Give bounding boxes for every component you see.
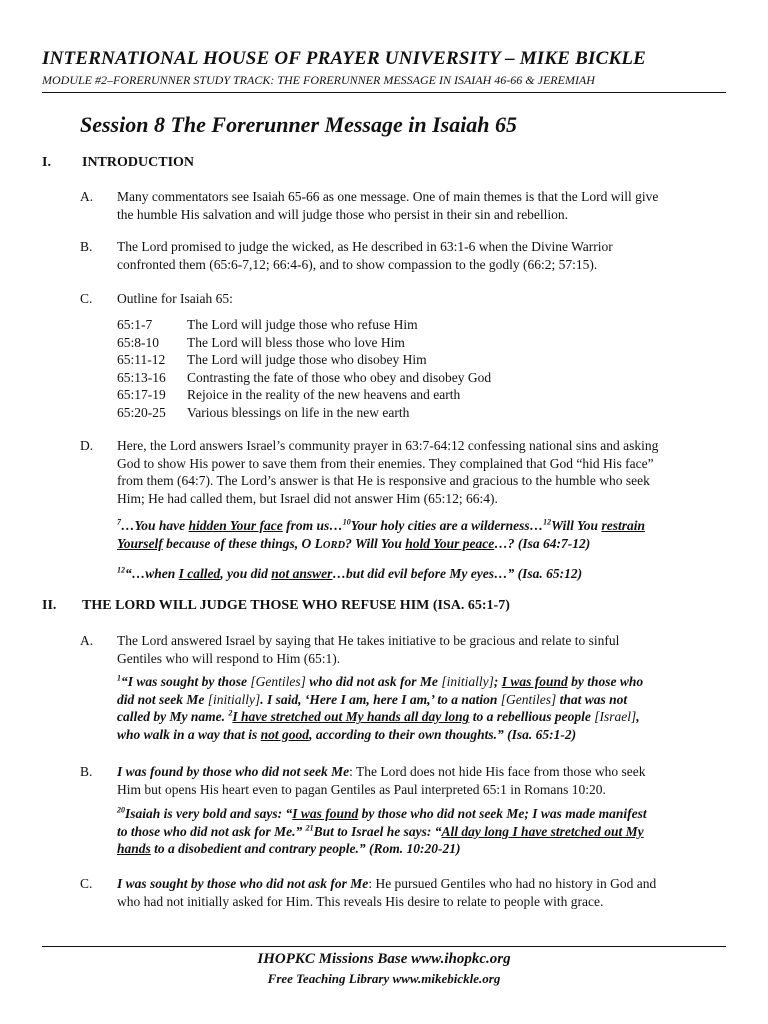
- section-heading-intro: [42, 155, 194, 171]
- paragraph-line: Him but opens His heart even to pagan Gentiles as Paul interpreted 65:1 in Romans 10:20.: [117, 781, 606, 797]
- quote-line: [117, 565, 737, 583]
- section-title: THE LORD WILL JUDGE THOSE WHO REFUSE HIM (ISA. 65:1-7): [82, 598, 510, 613]
- outline-text: The Lord will judge those who disobey Him: [187, 352, 427, 368]
- verse-number: 21: [305, 823, 314, 833]
- section-heading-judge: [42, 598, 510, 614]
- quote-bracket: [initially]: [441, 674, 494, 689]
- quote-line: [117, 726, 737, 744]
- quote-text: , according to their own thoughts.” (Isa. 65:1-2): [309, 726, 577, 742]
- section2-point-a: [80, 632, 730, 667]
- quote-line: [117, 840, 737, 858]
- quote-underline: I called: [178, 566, 221, 581]
- header-divider: [42, 92, 726, 93]
- outline-ref: 65:8-10: [117, 334, 159, 350]
- quote-text: “I was sought by those: [121, 674, 251, 689]
- paragraph-line: The Lord promised to judge the wicked, as He described in 63:1-6 when the Divine Warrior: [117, 239, 613, 254]
- quote-bracket: [Israel]: [594, 709, 637, 725]
- outline-text: The Lord will bless those who love Him: [187, 334, 405, 350]
- quote-bracket: [Gentiles]: [250, 674, 306, 689]
- quote-text: to those who did not ask for Me.”: [117, 823, 306, 839]
- quote-underline: I have stretched out My hands all day long: [232, 709, 470, 725]
- point-label: A.: [80, 633, 94, 648]
- quote-line: [117, 517, 737, 535]
- quote-text: ,: [636, 709, 640, 725]
- point-label: B.: [80, 239, 93, 254]
- quote-text: …You have: [121, 518, 189, 533]
- paragraph-text: : He pursued Gentiles who had no history in God and: [368, 876, 657, 891]
- quote-underline: I was found: [501, 674, 568, 689]
- verse-number: 10: [342, 517, 351, 527]
- quote-text: ;: [493, 674, 502, 689]
- quote-underline: hold Your peace: [405, 535, 495, 551]
- quote-text: to a disobedient and contrary people.” (Rom. 10:20-21): [150, 841, 461, 857]
- verse-number: 12: [543, 517, 552, 527]
- paragraph-line: The Lord answered Israel by saying that He takes initiative to be gracious and relate to sinful: [117, 633, 620, 648]
- quote-underline: hands: [117, 841, 151, 857]
- quote-text: called by My name.: [117, 709, 229, 725]
- paragraph-line: who had not initially asked for Him. This reveals His desire to relate to people with grace.: [117, 893, 604, 909]
- section-number: I.: [42, 155, 51, 170]
- paragraph-line: from them (64:7). The Lord’s answer is that He is responsive and gracious to the humble who seek: [117, 473, 650, 489]
- quote-text: to a rebellious people: [469, 709, 595, 725]
- quote-underline: hidden Your face: [188, 518, 283, 533]
- verse-number: 7: [117, 517, 121, 527]
- quote-text: Isaiah is very bold and says: “: [125, 806, 293, 821]
- verse-number: 20: [117, 805, 125, 815]
- verse-number: 1: [117, 673, 121, 683]
- quote-line: [117, 691, 737, 709]
- quote-text: did not seek Me: [117, 691, 208, 707]
- outline-ref: 65:13-16: [117, 369, 166, 385]
- outline-text: The Lord will judge those who refuse Him: [187, 317, 418, 332]
- outline-row: [117, 369, 491, 387]
- quote-underline: I was found: [292, 806, 359, 821]
- document-header-subtitle: MODULE #2–FORERUNNER STUDY TRACK: THE FORERUNNER MESSAGE IN ISAIAH 46-66 & JEREMIAH: [42, 73, 595, 87]
- quote-smallcaps: ORD: [322, 539, 346, 551]
- paragraph-text: : The Lord does not hide His face from those who seek: [349, 764, 646, 779]
- quote-text: who did not ask for Me: [305, 674, 442, 689]
- quote-underline: not answer: [271, 566, 333, 581]
- outline-row: [117, 351, 491, 369]
- lead-phrase: I was sought by those who did not ask for Me: [117, 876, 369, 891]
- quote-bracket: [initially]: [207, 691, 261, 707]
- document-header-title: INTERNATIONAL HOUSE OF PRAYER UNIVERSITY – MIKE BICKLE: [42, 48, 646, 69]
- section2-point-c: [80, 875, 730, 910]
- intro-point-b: [80, 238, 730, 273]
- paragraph-line: Outline for Isaiah 65:: [117, 291, 233, 306]
- outline-row: [117, 316, 491, 334]
- scripture-quote-isa-65-12: [117, 565, 737, 583]
- quote-line: [117, 708, 737, 726]
- paragraph-line: God to show His power to save them from their enemies. They complained that God “hid His face”: [117, 455, 654, 471]
- scripture-quote-rom-10: [117, 805, 737, 858]
- outline-row: [117, 334, 491, 352]
- outline-row: [117, 386, 491, 404]
- quote-line: [117, 673, 737, 691]
- session-title: Session 8 The Forerunner Message in Isaiah 65: [80, 112, 518, 137]
- quote-text: , you did: [220, 566, 272, 581]
- section-number: II.: [42, 598, 57, 613]
- quote-bracket: [Gentiles]: [500, 691, 557, 707]
- quote-text: ? Will You: [345, 535, 406, 551]
- quote-underline: All day long I have stretched out My: [441, 823, 644, 839]
- section2-point-b: [80, 763, 730, 798]
- quote-text: Will You: [551, 518, 602, 533]
- quote-line: [117, 805, 737, 823]
- quote-line: [117, 823, 737, 841]
- quote-text: But to Israel he says: “: [313, 823, 442, 839]
- outline-ref: 65:11-12: [117, 352, 166, 368]
- quote-text: …but did evil before My eyes…” (Isa. 65:12): [332, 566, 583, 581]
- point-label: C.: [80, 876, 93, 891]
- scripture-quote-isa-65-1-2: [117, 673, 737, 743]
- section-title: INTRODUCTION: [82, 155, 195, 170]
- quote-text: because of these things, O L: [162, 535, 323, 551]
- quote-text: “…when: [125, 566, 179, 581]
- quote-text: that was not: [556, 691, 628, 707]
- verse-number: 2: [228, 708, 233, 718]
- outline-ref: 65:1-7: [117, 317, 153, 332]
- isaiah-65-outline: [117, 316, 491, 422]
- outline-row: [117, 404, 491, 422]
- paragraph-line: Him; He had called them, but Israel did not answer Him (65:12; 66:4).: [117, 490, 498, 506]
- outline-ref: 65:17-19: [117, 387, 166, 403]
- paragraph-line: [117, 763, 730, 781]
- quote-underline: not good: [260, 726, 310, 742]
- footer-line-1: IHOPKC Missions Base www.ihopkc.org: [257, 951, 511, 967]
- quote-line: [117, 535, 737, 555]
- quote-text: Your holy cities are a wilderness…: [350, 518, 544, 533]
- paragraph-line: Many commentators see Isaiah 65-66 as one message. One of main themes is that the Lord will give: [117, 189, 659, 204]
- paragraph-line: confronted them (65:6-7,12; 66:4-6), and to show compassion to the godly (66:2; 57:15).: [117, 256, 598, 272]
- paragraph-line: [117, 875, 730, 893]
- point-label: C.: [80, 291, 93, 306]
- quote-underline: restrain: [601, 518, 645, 533]
- quote-text: by those who: [567, 674, 644, 689]
- paragraph-line: Gentiles who will respond to Him (65:1).: [117, 650, 341, 666]
- quote-text: who walk in a way that is: [117, 726, 261, 742]
- point-label: B.: [80, 764, 93, 779]
- quote-underline: Yourself: [117, 535, 163, 551]
- quote-text: …? (Isa 64:7-12): [494, 535, 591, 551]
- lead-phrase: I was found by those who did not seek Me: [117, 764, 350, 779]
- intro-point-d: [80, 437, 730, 507]
- intro-point-c: [80, 290, 730, 308]
- outline-text: Various blessings on life in the new earth: [187, 404, 410, 420]
- paragraph-line: the humble His salvation and will judge those who persist in their sin and rebellion.: [117, 206, 569, 222]
- footer-divider: [42, 946, 726, 947]
- outline-ref: 65:20-25: [117, 404, 166, 420]
- footer-line-2: Free Teaching Library www.mikebickle.org: [267, 971, 501, 986]
- paragraph-line: Here, the Lord answers Israel’s community prayer in 63:7-64:12 confessing national sins and asking: [117, 438, 659, 453]
- outline-text: Contrasting the fate of those who obey and disobey God: [187, 369, 492, 385]
- verse-number: 12: [117, 565, 125, 575]
- point-label: D.: [80, 438, 94, 453]
- scripture-quote-isa-64: [117, 517, 737, 554]
- quote-text: . I said, ‘Here I am, here I am,’ to a nation: [260, 691, 501, 707]
- intro-point-a: [80, 188, 730, 223]
- outline-text: Rejoice in the reality of the new heavens and earth: [187, 387, 461, 403]
- point-label: A.: [80, 189, 94, 204]
- quote-text: from us…: [282, 518, 343, 533]
- quote-text: by those who did not seek Me; I was made manifest: [358, 806, 647, 821]
